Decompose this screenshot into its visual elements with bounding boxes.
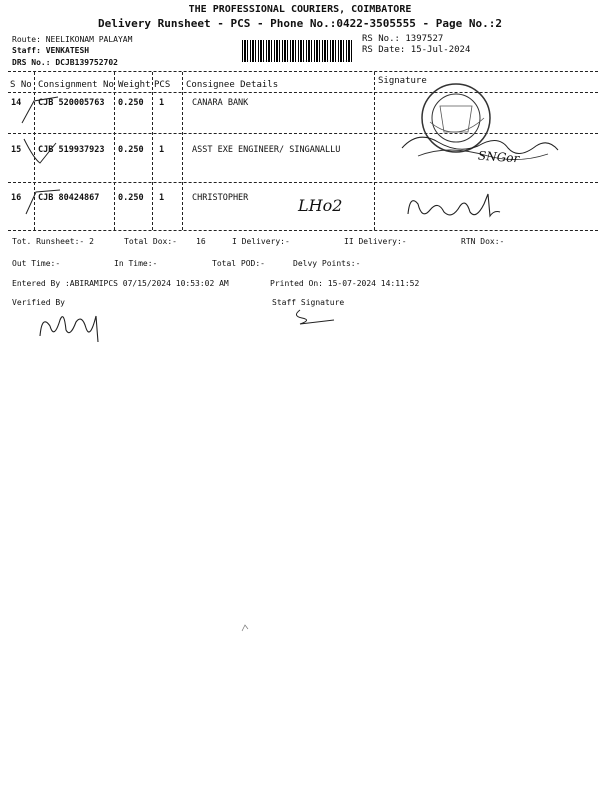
col-header-pcs: PCS [154, 80, 171, 90]
stray-mark-icon [240, 623, 250, 633]
handwritten-note: SNGor [477, 148, 520, 166]
row-consignee: ASST EXE ENGINEER/ SINGANALLU [192, 145, 341, 155]
delvy-points: Delvy Points:- [293, 259, 361, 268]
row-pcs: 1 [159, 145, 165, 155]
route-value: NEELIKONAM PALAYAM [45, 35, 133, 44]
in-time: In Time:- [114, 259, 158, 268]
row-sno: 14 [11, 98, 22, 108]
i-delivery: I Delivery:- [232, 237, 290, 246]
route-line [12, 35, 132, 44]
verifier-signature-icon [36, 306, 106, 346]
col-header-consignee: Consignee Details [186, 80, 279, 90]
row-consignee: CHRISTOPHER [192, 193, 249, 203]
rtn-dox: RTN Dox:- [461, 237, 505, 246]
row-weight: 0.250 [118, 145, 144, 155]
col-header-consignment: Consignment No [38, 80, 114, 90]
col-header-sno: S No [10, 80, 32, 90]
row-pcs: 1 [159, 98, 165, 108]
tick-mark-icon [20, 95, 60, 135]
row-rule-15 [8, 182, 598, 183]
rs-no-line [362, 34, 443, 44]
rs-date-value: 15-Jul-2024 [410, 45, 471, 55]
total-pod: Total POD:- [212, 259, 265, 268]
runsheet-subtitle: Delivery Runsheet - PCS - Phone No.:0422-3505555 - Page No.:2 [98, 17, 502, 30]
staff-value: VENKATESH [45, 46, 90, 55]
row-sno: 15 [11, 145, 22, 155]
staff-signature-label: Staff Signature [272, 298, 345, 307]
col-header-weight: Weight [118, 80, 151, 90]
printed-on: Printed On: 15-07-2024 14:11:52 [270, 279, 420, 288]
drs-value: DCJB139752702 [55, 58, 118, 67]
staff-label: Staff: [12, 46, 41, 55]
col-divider [374, 72, 375, 230]
staff-signature-icon [290, 306, 340, 328]
rs-date-line [362, 45, 470, 55]
rs-no-value: 1397527 [405, 34, 444, 44]
row-pcs: 1 [159, 193, 165, 203]
row-consignment: CJB 519937923 [38, 145, 105, 155]
col-divider [152, 72, 153, 230]
signature-scribble-icon [404, 190, 504, 230]
rs-date-label: RS Date: [362, 45, 406, 55]
company-title: THE PROFESSIONAL COURIERS, COIMBATORE [188, 4, 412, 15]
barcode [242, 40, 354, 62]
handwritten-note: LHo2 [298, 196, 343, 215]
drs-label: DRS No.: [12, 58, 51, 67]
row-weight: 0.250 [118, 193, 144, 203]
table-bottom-rule [8, 230, 598, 231]
tick-mark-icon [22, 137, 62, 167]
row-consignee: CANARA BANK [192, 98, 249, 108]
col-header-signature: Signature [378, 76, 427, 86]
col-divider [182, 72, 183, 230]
ii-delivery: II Delivery:- [344, 237, 407, 246]
table-header-rule [8, 92, 598, 93]
row-consignment: CJB 80424867 [38, 193, 100, 203]
total-dox-label: Total Dox:- [124, 237, 177, 246]
rs-no-label: RS No.: [362, 34, 400, 44]
entered-by: Entered By :ABIRAMIPCS 07/15/2024 10:53:02 AM [12, 279, 229, 288]
tick-mark-icon [24, 188, 64, 218]
row-consignment: CJB 520005763 [38, 98, 105, 108]
route-label: Route: [12, 35, 41, 44]
col-divider [114, 72, 115, 230]
row-sno: 16 [11, 193, 22, 203]
out-time: Out Time:- [12, 259, 61, 268]
row-weight: 0.250 [118, 98, 144, 108]
tot-runsheet: Tot. Runsheet:- 2 [12, 237, 94, 246]
total-dox-value: 16 [196, 237, 206, 246]
drs-line [12, 58, 118, 67]
staff-line [12, 46, 89, 55]
verified-by: Verified By [12, 298, 65, 307]
table-top-rule [8, 71, 598, 72]
